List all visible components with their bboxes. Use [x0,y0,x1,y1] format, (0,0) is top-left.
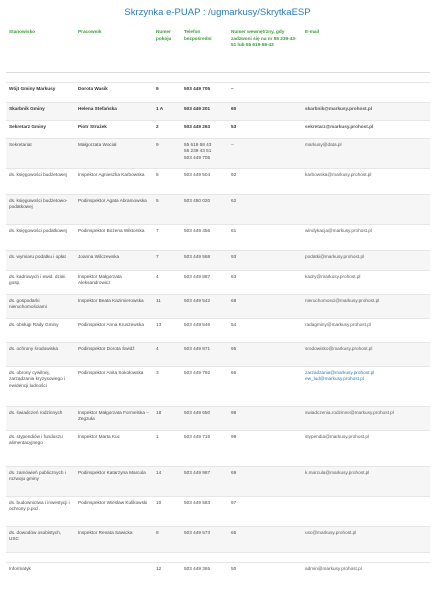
position-cell: ds. wymiaru podatku i opłat [6,250,75,270]
position-cell: Skarbnik Gminy [6,102,75,120]
room-cell: 10 [153,496,181,526]
position-cell: ds. ochrony środowiska [6,342,75,366]
email-cell [302,194,430,224]
email-link[interactable]: nieruchomosci@markusy.prohost.pl [305,297,380,303]
phone-cell: 503 449 792 [181,366,228,406]
extension-cell: 92 [228,168,302,194]
phone-cell: 503 449 871 [181,342,228,366]
position-cell: Wójt Gminy Markusy [6,82,75,102]
room-cell: 14 [153,466,181,496]
phone-cell: 503 449 542 [181,294,228,318]
position-cell: ds. obrony cywilnej, zarządzania kryzysowego i ewidencji ludności [6,366,75,406]
extension-cell: 53 [228,120,302,138]
email-link[interactable]: radagminy@markusy.prohost.pl [305,321,371,327]
email-cell [302,224,430,250]
phone-cell: 503 449 715 [181,430,228,466]
table-row [6,294,430,318]
email-link[interactable]: srodowisko@markusy.prohost.pl [305,345,373,351]
column-header-phone: Telefon bezpośredni [181,24,228,72]
room-cell: 5 [153,194,181,224]
room-cell: 2 [153,120,181,138]
email-cell [302,102,430,120]
room-cell: 13 [153,318,181,342]
table-row [6,224,430,250]
phone-cell: 503 449 705 [181,82,228,102]
employee-cell: Małgorzata Wocial [75,138,153,168]
extension-cell: 62 [228,194,302,224]
position-cell: ds. obsługi Rady Gminy [6,318,75,342]
table-row [6,318,430,342]
email-cell [302,138,430,168]
email-cell [302,250,430,270]
room-cell: 7 [153,224,181,250]
phone-cell: 503 449 201 [181,102,228,120]
email-link[interactable]: k.marcula@markusy.prohost.pl [305,469,370,475]
email-link[interactable]: sekretarz@markusy.prohost.pl [305,123,374,129]
employee-cell: Podinspektor Agata Abramowska [75,194,153,224]
column-header-extension: Numer wewnętrzny, gdy zadzwoni się na nr 55 239-43-51 lub 55 619-58-43 [228,24,302,72]
email-cell [302,342,430,366]
employee-cell: Inspektor Beata Kazimierowska [75,294,153,318]
header-spacer [6,72,430,82]
column-header-position: Stanowisko [6,24,75,72]
email-link[interactable]: swiadczenia.rodzinne@markusy.prohost.pl [305,409,394,415]
extension-cell: 66 [228,366,302,406]
email-link[interactable]: podatki@markusy.prohost.pl [305,253,365,259]
email-cell [302,430,430,466]
email-link[interactable]: zarzadzanie@markusy.prohost.pl [305,369,375,375]
employee-cell: Podinspektor Bożena Wiktorska [75,224,153,250]
extension-cell: – [228,82,302,102]
email-link[interactable]: admin@markusy.prohost.pl [305,565,362,571]
room-cell: 7 [153,250,181,270]
phone-cell: 503 449 987 [181,466,228,496]
room-cell: 1 A [153,102,181,120]
extension-cell: 50 [228,562,302,580]
email-link-secondary[interactable]: ew_lud@markusy.prohost.pl [305,376,364,382]
column-header-room: Numer pokoju [153,24,181,72]
phone-cell: 503 449 887 [181,270,228,294]
position-cell: Sekretarz Gminy [6,120,75,138]
position-cell: ds. dowodów osobistych, USC [6,526,75,552]
table-row [6,270,430,294]
table-row [6,138,430,168]
employee-cell: Podinspektor Katarzyna Marcula [75,466,153,496]
phone-cell: 503 449 650 [181,406,228,430]
extension-cell: 93 [228,250,302,270]
extension-cell: – [228,138,302,168]
position-cell: ds. księgowości podatkowej [6,224,75,250]
extension-cell: 68 [228,294,302,318]
employee-cell: Piotr Strużek [75,120,153,138]
position-cell: ds. świadczeń rodzinnych [6,406,75,430]
room-cell: 9 [153,82,181,102]
extension-cell: 60 [228,102,302,120]
email-cell [302,562,430,580]
room-cell: 4 [153,342,181,366]
table-row [6,430,430,466]
table-row [6,82,430,102]
table-row [6,526,430,552]
extension-cell: 65 [228,526,302,552]
table-row [6,250,430,270]
table-row [6,194,430,224]
email-cell [302,406,430,430]
phone-cell: 503 449 365 [181,562,228,580]
extension-cell: 99 [228,430,302,466]
email-link[interactable]: karbowska@markusy.prohost.pl [305,171,372,177]
table-row [6,120,430,138]
position-cell: ds. zamówień publicznych i rozwoju gminy [6,466,75,496]
email-cell [302,318,430,342]
room-cell: 1 [153,430,181,466]
table-row [6,466,430,496]
position-cell: ds. księgowości budżetowej [6,168,75,194]
employee-cell: Helena Stefańska [75,102,153,120]
room-cell: 8 [153,526,181,552]
phone-cell: 503 449 263 [181,120,228,138]
position-cell: ds. księgowości budżetowo-podatkowej [6,194,75,224]
email-cell [302,526,430,552]
phone-cell: 503 449 573 [181,526,228,552]
employee-cell: Inspektor Małgorzata Formelska – Zegzuła [75,406,153,430]
position-cell: Informatyk [6,562,75,580]
email-cell [302,120,430,138]
email-cell [302,82,430,102]
email-link[interactable]: kadry@markusy.prohost.pl [305,273,361,279]
email-cell [302,366,430,406]
employee-cell: Inspektor Agnieszka Karbowska [75,168,153,194]
employee-cell: Joanna Wilczewska [75,250,153,270]
position-cell: Sekretariat [6,138,75,168]
column-header-email: E-mail [302,24,430,72]
email-link[interactable]: markusy@data.pl [305,141,342,147]
room-cell: 3 [153,366,181,406]
position-cell: ds. stypendiów i funduszu alimentacyjnego [6,430,75,466]
phone-cell: 503 449 546 [181,318,228,342]
table-row [6,406,430,430]
table-row [6,342,430,366]
email-link[interactable]: stypendia@markusy.prohost.pl [305,433,370,439]
email-link[interactable]: usc@markusy.prohost.pl [305,529,357,535]
employee-cell [75,562,153,580]
row-spacer [6,552,430,562]
table-row [6,168,430,194]
table-row [6,102,430,120]
phone-cell: 503 449 568 [181,250,228,270]
position-cell: ds. gospodarki nieruchomościami [6,294,75,318]
column-header-employee: Pracownik [75,24,153,72]
extension-cell: 63 [228,270,302,294]
position-cell: ds. budownictwa i inwestycji i ochrony p.poż. [6,496,75,526]
email-link[interactable]: windykacja@markusy.prohost.pl [305,227,372,233]
employee-cell: Inspektor Marta Kuc [75,430,153,466]
employee-cell: Inspektor Małgorzata Aleksandrowicz [75,270,153,294]
table-row [6,562,430,580]
email-cell [302,168,430,194]
phone-cell: 503 450 020 [181,194,228,224]
room-cell: 9 [153,138,181,168]
email-cell [302,466,430,496]
phone-cell: 55 619 58 43 55 239 43 51 503 449 705 [181,138,228,168]
page-title: Skrzynka e-PUAP : /ugmarkusy/SkrytkaESP [124,7,311,18]
email-cell [302,270,430,294]
employee-cell: Dorota Wasik [75,82,153,102]
room-cell: 11 [153,294,181,318]
extension-cell: 95 [228,342,302,366]
employee-cell: Podinspektor Anita Sokołowska [75,366,153,406]
employee-cell: Podinspektor Anna Kruszewska [75,318,153,342]
phone-cell: 503 449 456 [181,224,228,250]
extension-cell: 54 [228,318,302,342]
email-cell [302,294,430,318]
table-row [6,496,430,526]
employee-cell: Podinspektor Dorota Świdź [75,342,153,366]
position-cell: ds. kadrowych i ewid. dział. gosp. [6,270,75,294]
table-header-row [6,24,430,72]
employee-cell: Inspektor Renata Sawicka [75,526,153,552]
staff-table [6,24,430,580]
extension-cell: 98 [228,406,302,430]
extension-cell: 69 [228,466,302,496]
employee-cell: Podinspektor Wiesław Kulikowski [75,496,153,526]
email-link[interactable]: skarbnik@markusy.prohost.pl [305,105,373,111]
extension-cell: 97 [228,496,302,526]
phone-cell: 503 449 504 [181,168,228,194]
email-cell [302,496,430,526]
room-cell: 5 [153,168,181,194]
extension-cell: 61 [228,224,302,250]
room-cell: 12 [153,562,181,580]
table-row [6,366,430,406]
room-cell: 18 [153,406,181,430]
phone-cell: 503 449 583 [181,496,228,526]
room-cell: 4 [153,270,181,294]
